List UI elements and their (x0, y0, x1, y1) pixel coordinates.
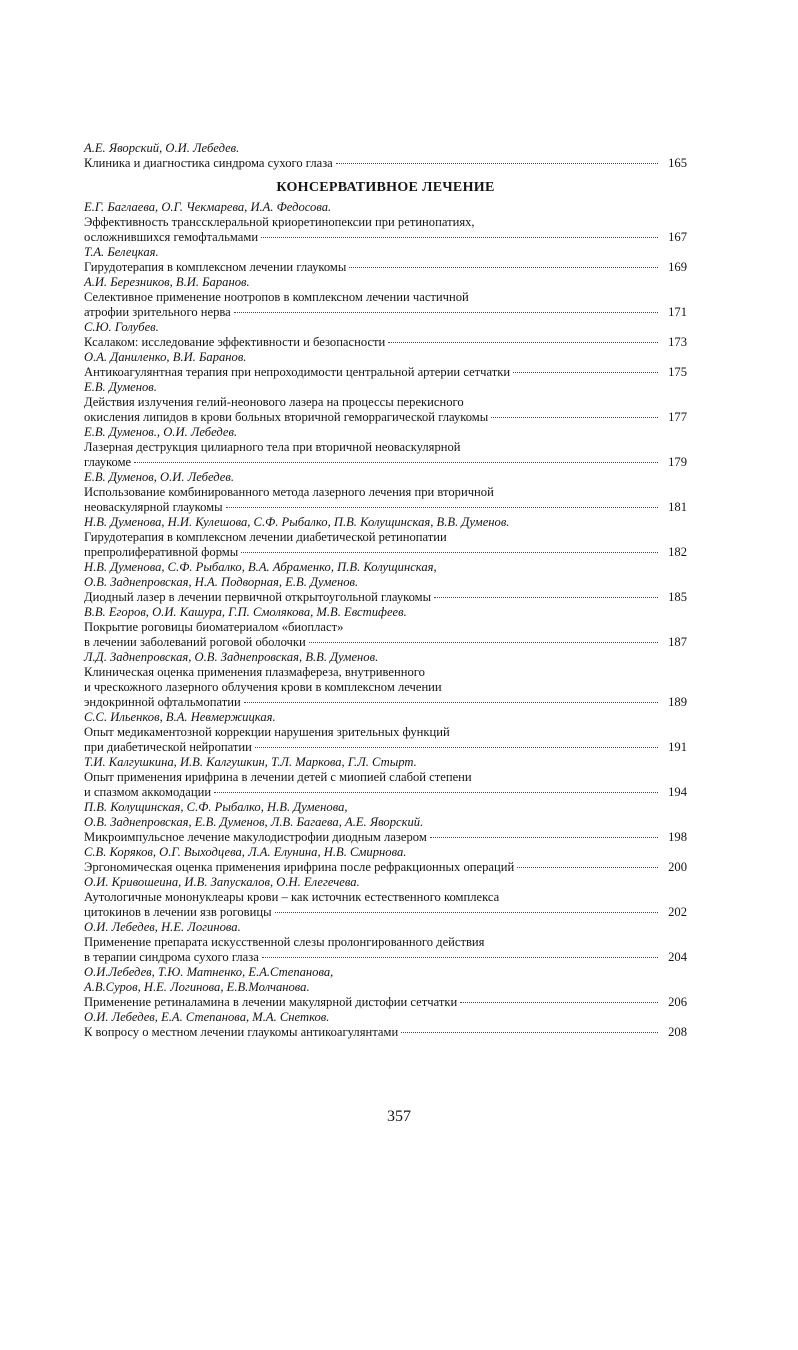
toc-entry (84, 470, 687, 515)
dot-leader (430, 837, 658, 838)
toc-entry-line (84, 260, 687, 275)
dot-leader (309, 642, 658, 643)
toc-entry-title: осложнившихся гемофтальмами (84, 230, 259, 244)
toc-entry-line (84, 455, 687, 470)
toc-entry-authors: С.С. Ильенков, В.А. Невмержицкая. (84, 710, 276, 724)
toc-entry-line (84, 335, 687, 350)
toc-entry-page: 198 (668, 830, 687, 844)
table-of-contents (84, 141, 687, 1040)
dot-leader (491, 417, 658, 418)
toc-entry-authors: О.И. Лебедев, Н.Е. Логинова. (84, 920, 241, 934)
toc-entry-page: 173 (668, 335, 687, 349)
toc-entry-title: Гирудотерапия в комплексном лечении диабетической ретинопатии (84, 530, 447, 544)
dot-leader (261, 237, 658, 238)
toc-entry-title: Опыт применения ирифрина в лечении детей с миопией слабой степени (84, 770, 472, 784)
toc-entry (84, 965, 687, 1010)
dot-leader (214, 792, 658, 793)
toc-entry-authors: А.И. Березников, В.И. Баранов. (84, 275, 250, 289)
toc-entry (84, 425, 687, 470)
toc-entry-line (84, 500, 687, 515)
page-number: 357 (387, 1108, 411, 1125)
toc-entry-title: Селективное применение ноотропов в комплексном лечении частичной (84, 290, 469, 304)
toc-entry (84, 141, 687, 171)
toc-entry-authors: П.В. Колущинская, С.Ф. Рыбалко, Н.В. Думенова, (84, 800, 348, 814)
toc-entry-line (84, 410, 687, 425)
toc-entry (84, 245, 687, 275)
toc-entry (84, 560, 687, 605)
toc-entry-page: 175 (668, 365, 687, 379)
toc-entry-line (84, 305, 687, 320)
toc-entry-line (84, 995, 687, 1010)
toc-entry-line (84, 230, 687, 245)
toc-entry (84, 800, 687, 845)
toc-entry-page: 208 (668, 1025, 687, 1039)
toc-entry-authors: В.В. Егоров, О.И. Кашура, Г.П. Смолякова, М.В. Евстифеев. (84, 605, 407, 619)
toc-entry-title: цитокинов в лечении язв роговицы (84, 905, 272, 919)
toc-entry-title: препролиферативной формы (84, 545, 239, 559)
toc-entry-title: окисления липидов в крови больных вторичной геморрагической глаукомы (84, 410, 489, 424)
toc-entry (84, 755, 687, 800)
toc-entry (84, 710, 687, 755)
toc-entry-title: Эргономическая оценка применения ирифрина после рефракционных операций (84, 860, 515, 874)
toc-entry-page: 185 (668, 590, 687, 604)
toc-entry-authors: Н.В. Думенова, Н.И. Кулешова, С.Ф. Рыбалко, П.В. Колущинская, В.В. Думенов. (84, 515, 510, 529)
toc-entry-title: Ксалаком: исследование эффективности и безопасности (84, 335, 386, 349)
dot-leader (244, 702, 658, 703)
toc-entry (84, 350, 687, 380)
toc-entry-title: при диабетической нейропатии (84, 740, 252, 754)
toc-entry-title: Микроимпульсное лечение макулодистрофии диодным лазером (84, 830, 427, 844)
toc-entry-title: Опыт медикаментозной коррекции нарушения зрительных функций (84, 725, 450, 739)
dot-leader (460, 1002, 658, 1003)
toc-entry-page: 191 (668, 740, 687, 754)
toc-entry-page: 202 (668, 905, 687, 919)
toc-entry-authors: Л.Д. Заднепровская, О.В. Заднепровская, В.В. Думенов. (84, 650, 379, 664)
toc-entry-title: К вопросу о местном лечении глаукомы антикоагулянтами (84, 1025, 399, 1039)
toc-entry-page: 181 (668, 500, 687, 514)
toc-entry-page: 194 (668, 785, 687, 799)
dot-leader (255, 747, 658, 748)
toc-entry-page: 167 (668, 230, 687, 244)
toc-entry-authors: А.Е. Яворский, О.И. Лебедев. (84, 141, 240, 155)
toc-entry-authors: О.А. Даниленко, В.И. Баранов. (84, 350, 247, 364)
dot-leader (401, 1032, 658, 1033)
toc-entry-title: в терапии синдрома сухого глаза (84, 950, 259, 964)
toc-entry-title: Диодный лазер в лечении первичной открытоугольной глаукомы (84, 590, 432, 604)
section-title: КОНСЕРВАТИВНОЕ ЛЕЧЕНИЕ (276, 180, 495, 195)
toc-entry-page: 165 (668, 156, 687, 170)
toc-entry-title: Применение препарата искусственной слезы пролонгированного действия (84, 935, 485, 949)
toc-entry-authors: Н.В. Думенова, С.Ф. Рыбалко, В.А. Абраменко, П.В. Колущинская, (84, 560, 437, 574)
toc-entry-authors: С.В. Коряков, О.Г. Выходцева, Л.А. Елунина, Н.В. Смирнова. (84, 845, 407, 859)
dot-leader (349, 267, 658, 268)
toc-entry-line (84, 905, 687, 920)
toc-entry-line (84, 785, 687, 800)
toc-entry (84, 605, 687, 650)
toc-entry-line (84, 156, 687, 171)
toc-entry-title: Использование комбинированного метода лазерного лечения при вторичной (84, 485, 494, 499)
toc-entry (84, 1010, 687, 1040)
dot-leader (517, 867, 658, 868)
toc-entry-page: 204 (668, 950, 687, 964)
toc-entry-authors: Е.В. Думенов., О.И. Лебедев. (84, 425, 238, 439)
toc-entry-line (84, 635, 687, 650)
toc-entry-title: глаукоме (84, 455, 132, 469)
dot-leader (262, 957, 658, 958)
toc-entry-authors: Т.И. Калгушкина, И.В. Калгушкин, Т.Л. Маркова, Г.Л. Стырт. (84, 755, 417, 769)
toc-entry (84, 515, 687, 560)
dot-leader (226, 507, 658, 508)
toc-entry-title: Применение ретиналамина в лечении макулярной дистофии сетчатки (84, 995, 458, 1009)
toc-entry-authors: О.И.Лебедев, Т.Ю. Матненко, Е.А.Степанова, (84, 965, 334, 979)
toc-entry-list (84, 200, 687, 1040)
toc-entry-page: 177 (668, 410, 687, 424)
toc-entry-title: Лазерная деструкция цилиарного тела при вторичной неоваскулярной (84, 440, 461, 454)
toc-entry-page: 169 (668, 260, 687, 274)
toc-entry-authors: Е.В. Думенов, О.И. Лебедев. (84, 470, 234, 484)
toc-entry-authors: О.В. Заднепровская, Н.А. Подворная, Е.В. Думенов. (84, 575, 359, 589)
toc-entry-line (84, 860, 687, 875)
toc-entry-title: эндокринной офтальмопатии (84, 695, 241, 709)
toc-entry-authors: Т.А. Белецкая. (84, 245, 159, 259)
toc-entry (84, 275, 687, 320)
dot-leader (388, 342, 658, 343)
toc-entry-line (84, 590, 687, 605)
dot-leader (134, 462, 658, 463)
toc-entry (84, 320, 687, 350)
toc-entry-line (84, 695, 687, 710)
toc-entry-page: 179 (668, 455, 687, 469)
toc-entry-title: Клиническая оценка применения плазмафереза, внутривенного (84, 665, 425, 679)
dot-leader (241, 552, 658, 553)
toc-entry (84, 845, 687, 875)
dot-leader (513, 372, 658, 373)
toc-entry-line (84, 1025, 687, 1040)
toc-entry-title: Эффективность транссклеральной криоретинопексии при ретинопатиях, (84, 215, 475, 229)
toc-entry-authors: О.В. Заднепровская, Е.В. Думенов, Л.В. Багаева, А.Е. Яворский. (84, 815, 424, 829)
toc-entry-authors: С.Ю. Голубев. (84, 320, 159, 334)
toc-entry-line (84, 740, 687, 755)
toc-entry (84, 380, 687, 425)
toc-entry-title: Покрытие роговицы биоматериалом «биопласт» (84, 620, 344, 634)
toc-entry-list-first (84, 141, 687, 171)
toc-entry-line (84, 950, 687, 965)
toc-entry-title: и чрескожного лазерного облучения крови в комплексном лечении (84, 680, 442, 694)
toc-entry-authors: О.И. Кривошеина, И.В. Запускалов, О.Н. Елегечева. (84, 875, 360, 889)
toc-entry-line (84, 830, 687, 845)
toc-entry (84, 920, 687, 965)
toc-entry-authors: Е.В. Думенов. (84, 380, 157, 394)
toc-entry-title: Аутологичные мононуклеары крови – как источник естественного комплекса (84, 890, 500, 904)
toc-entry-page: 187 (668, 635, 687, 649)
toc-entry-line (84, 545, 687, 560)
toc-entry-title: Антикоагулянтная терапия при непроходимости центральной артерии сетчатки (84, 365, 511, 379)
toc-entry-title: Действия излучения гелий-неонового лазера на процессы перекисного (84, 395, 464, 409)
toc-entry-page: 200 (668, 860, 687, 874)
toc-entry-authors: А.В.Суров, Н.Е. Логинова, Е.В.Молчанова. (84, 980, 310, 994)
dot-leader (275, 912, 658, 913)
toc-entry (84, 875, 687, 920)
toc-entry-title: и спазмом аккомодации (84, 785, 212, 799)
toc-entry-page: 182 (668, 545, 687, 559)
toc-entry (84, 650, 687, 710)
toc-entry-title: Гирудотерапия в комплексном лечении глаукомы (84, 260, 347, 274)
toc-entry-title: в лечении заболеваний роговой оболочки (84, 635, 306, 649)
toc-entry-authors: О.И. Лебедев, Е.А. Степанова, М.А. Снетков. (84, 1010, 330, 1024)
toc-entry-line (84, 365, 687, 380)
toc-entry-title: атрофии зрительного нерва (84, 305, 231, 319)
toc-entry-page: 171 (668, 305, 687, 319)
toc-entry-page: 206 (668, 995, 687, 1009)
dot-leader (336, 163, 658, 164)
toc-entry-title: неоваскулярной глаукомы (84, 500, 223, 514)
toc-entry (84, 200, 687, 245)
toc-entry-page: 189 (668, 695, 687, 709)
toc-entry-title: Клиника и диагностика синдрома сухого глаза (84, 156, 333, 170)
dot-leader (434, 597, 658, 598)
dot-leader (234, 312, 658, 313)
toc-entry-authors: Е.Г. Баглаева, О.Г. Чекмарева, И.А. Федосова. (84, 200, 332, 214)
